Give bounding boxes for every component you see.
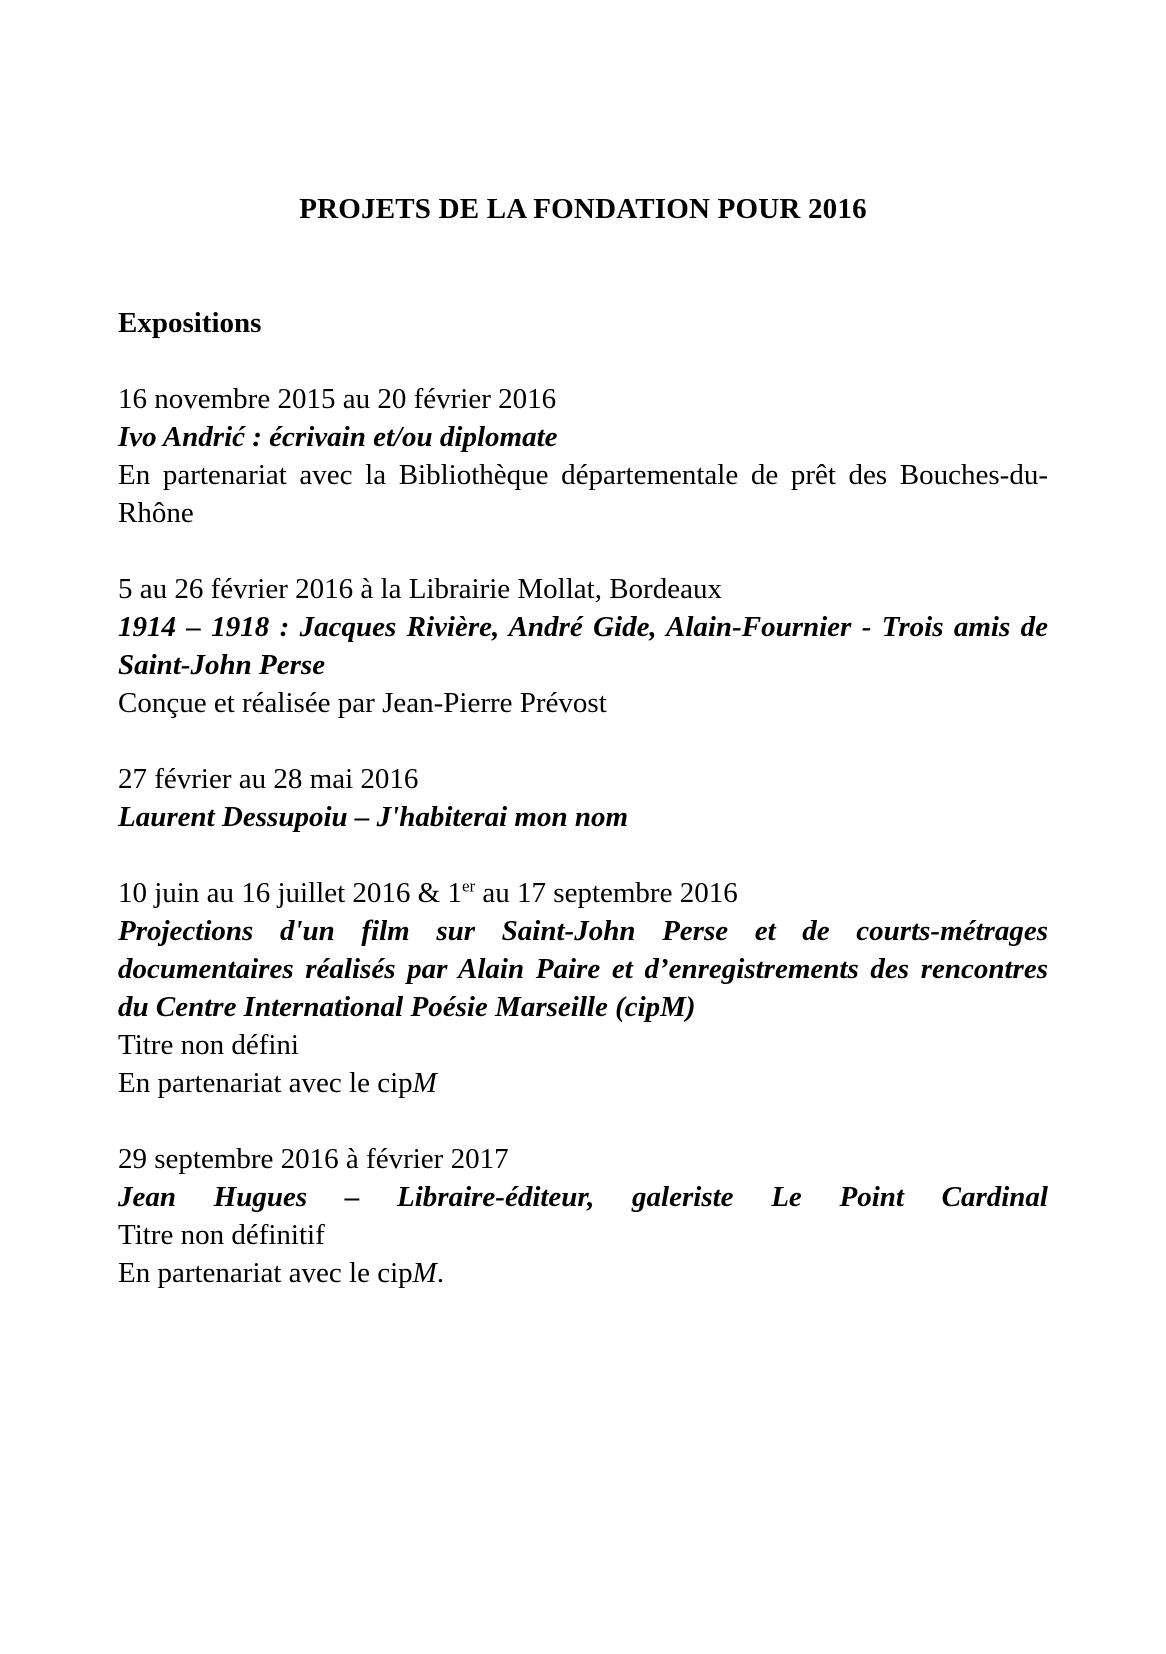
exhibition-date [118, 874, 1048, 912]
exhibition-date-part1: 10 juin au 16 juillet 2016 & 1 [118, 877, 462, 909]
exhibition-title: 1914 – 1918 : Jacques Rivière, André Gide, Alain-Fournier - Trois amis de Saint-John Perse [118, 611, 1048, 681]
document-body [118, 190, 1048, 1292]
exhibition-partner-note [118, 1254, 1048, 1292]
exhibition-date: 29 septembre 2016 à février 2017 [118, 1143, 509, 1175]
exhibition-note: Titre non défini [118, 1029, 299, 1061]
exhibition-title: Ivo Andrić : écrivain et/ou diplomate [118, 421, 558, 453]
exhibition-title: Jean Hugues – Libraire-éditeur, galeriste Le Point Cardinal [118, 1181, 1048, 1213]
exhibition-date: 27 février au 28 mai 2016 [118, 763, 419, 795]
exhibition-entry [118, 874, 1048, 1102]
document-title: PROJETS DE LA FONDATION POUR 2016 [299, 193, 867, 225]
exhibition-date: 16 novembre 2015 au 20 février 2016 [118, 383, 557, 415]
exhibition-entry [118, 570, 1048, 722]
section-heading-expositions: Expositions [118, 307, 262, 339]
partner-note-text: En partenariat avec le cip [118, 1067, 413, 1099]
exhibition-note: En partenariat avec la Bibliothèque départementale de prêt des Bouches-du-Rhône [118, 459, 1048, 529]
partner-note-italic: M [412, 1257, 437, 1289]
exhibition-note: Conçue et réalisée par Jean-Pierre Prévost [118, 687, 607, 719]
exhibition-date-superscript: er [461, 876, 476, 896]
partner-note-text: En partenariat avec le cip [118, 1257, 413, 1289]
exhibition-title: Projections d'un film sur Saint-John Perse et de courts-métrages documentaires réalisés par Alain Paire et d’enregistrements des rencontres du Centre International Poésie Marseille (cipM) [118, 915, 1048, 1023]
exhibition-entry [118, 760, 1048, 836]
exhibition-note: Titre non définitif [118, 1219, 325, 1251]
exhibition-partner-note [118, 1064, 1048, 1102]
partner-note-suffix: . [436, 1257, 445, 1289]
exhibition-title: Laurent Dessupoiu – J'habiterai mon nom [118, 801, 629, 833]
exhibition-date: 5 au 26 février 2016 à la Librairie Mollat, Bordeaux [118, 573, 722, 605]
exhibition-date-part2: au 17 septembre 2016 [475, 877, 738, 909]
exhibition-entry [118, 380, 1048, 532]
partner-note-italic: M [412, 1067, 437, 1099]
exhibition-entry [118, 1140, 1048, 1292]
